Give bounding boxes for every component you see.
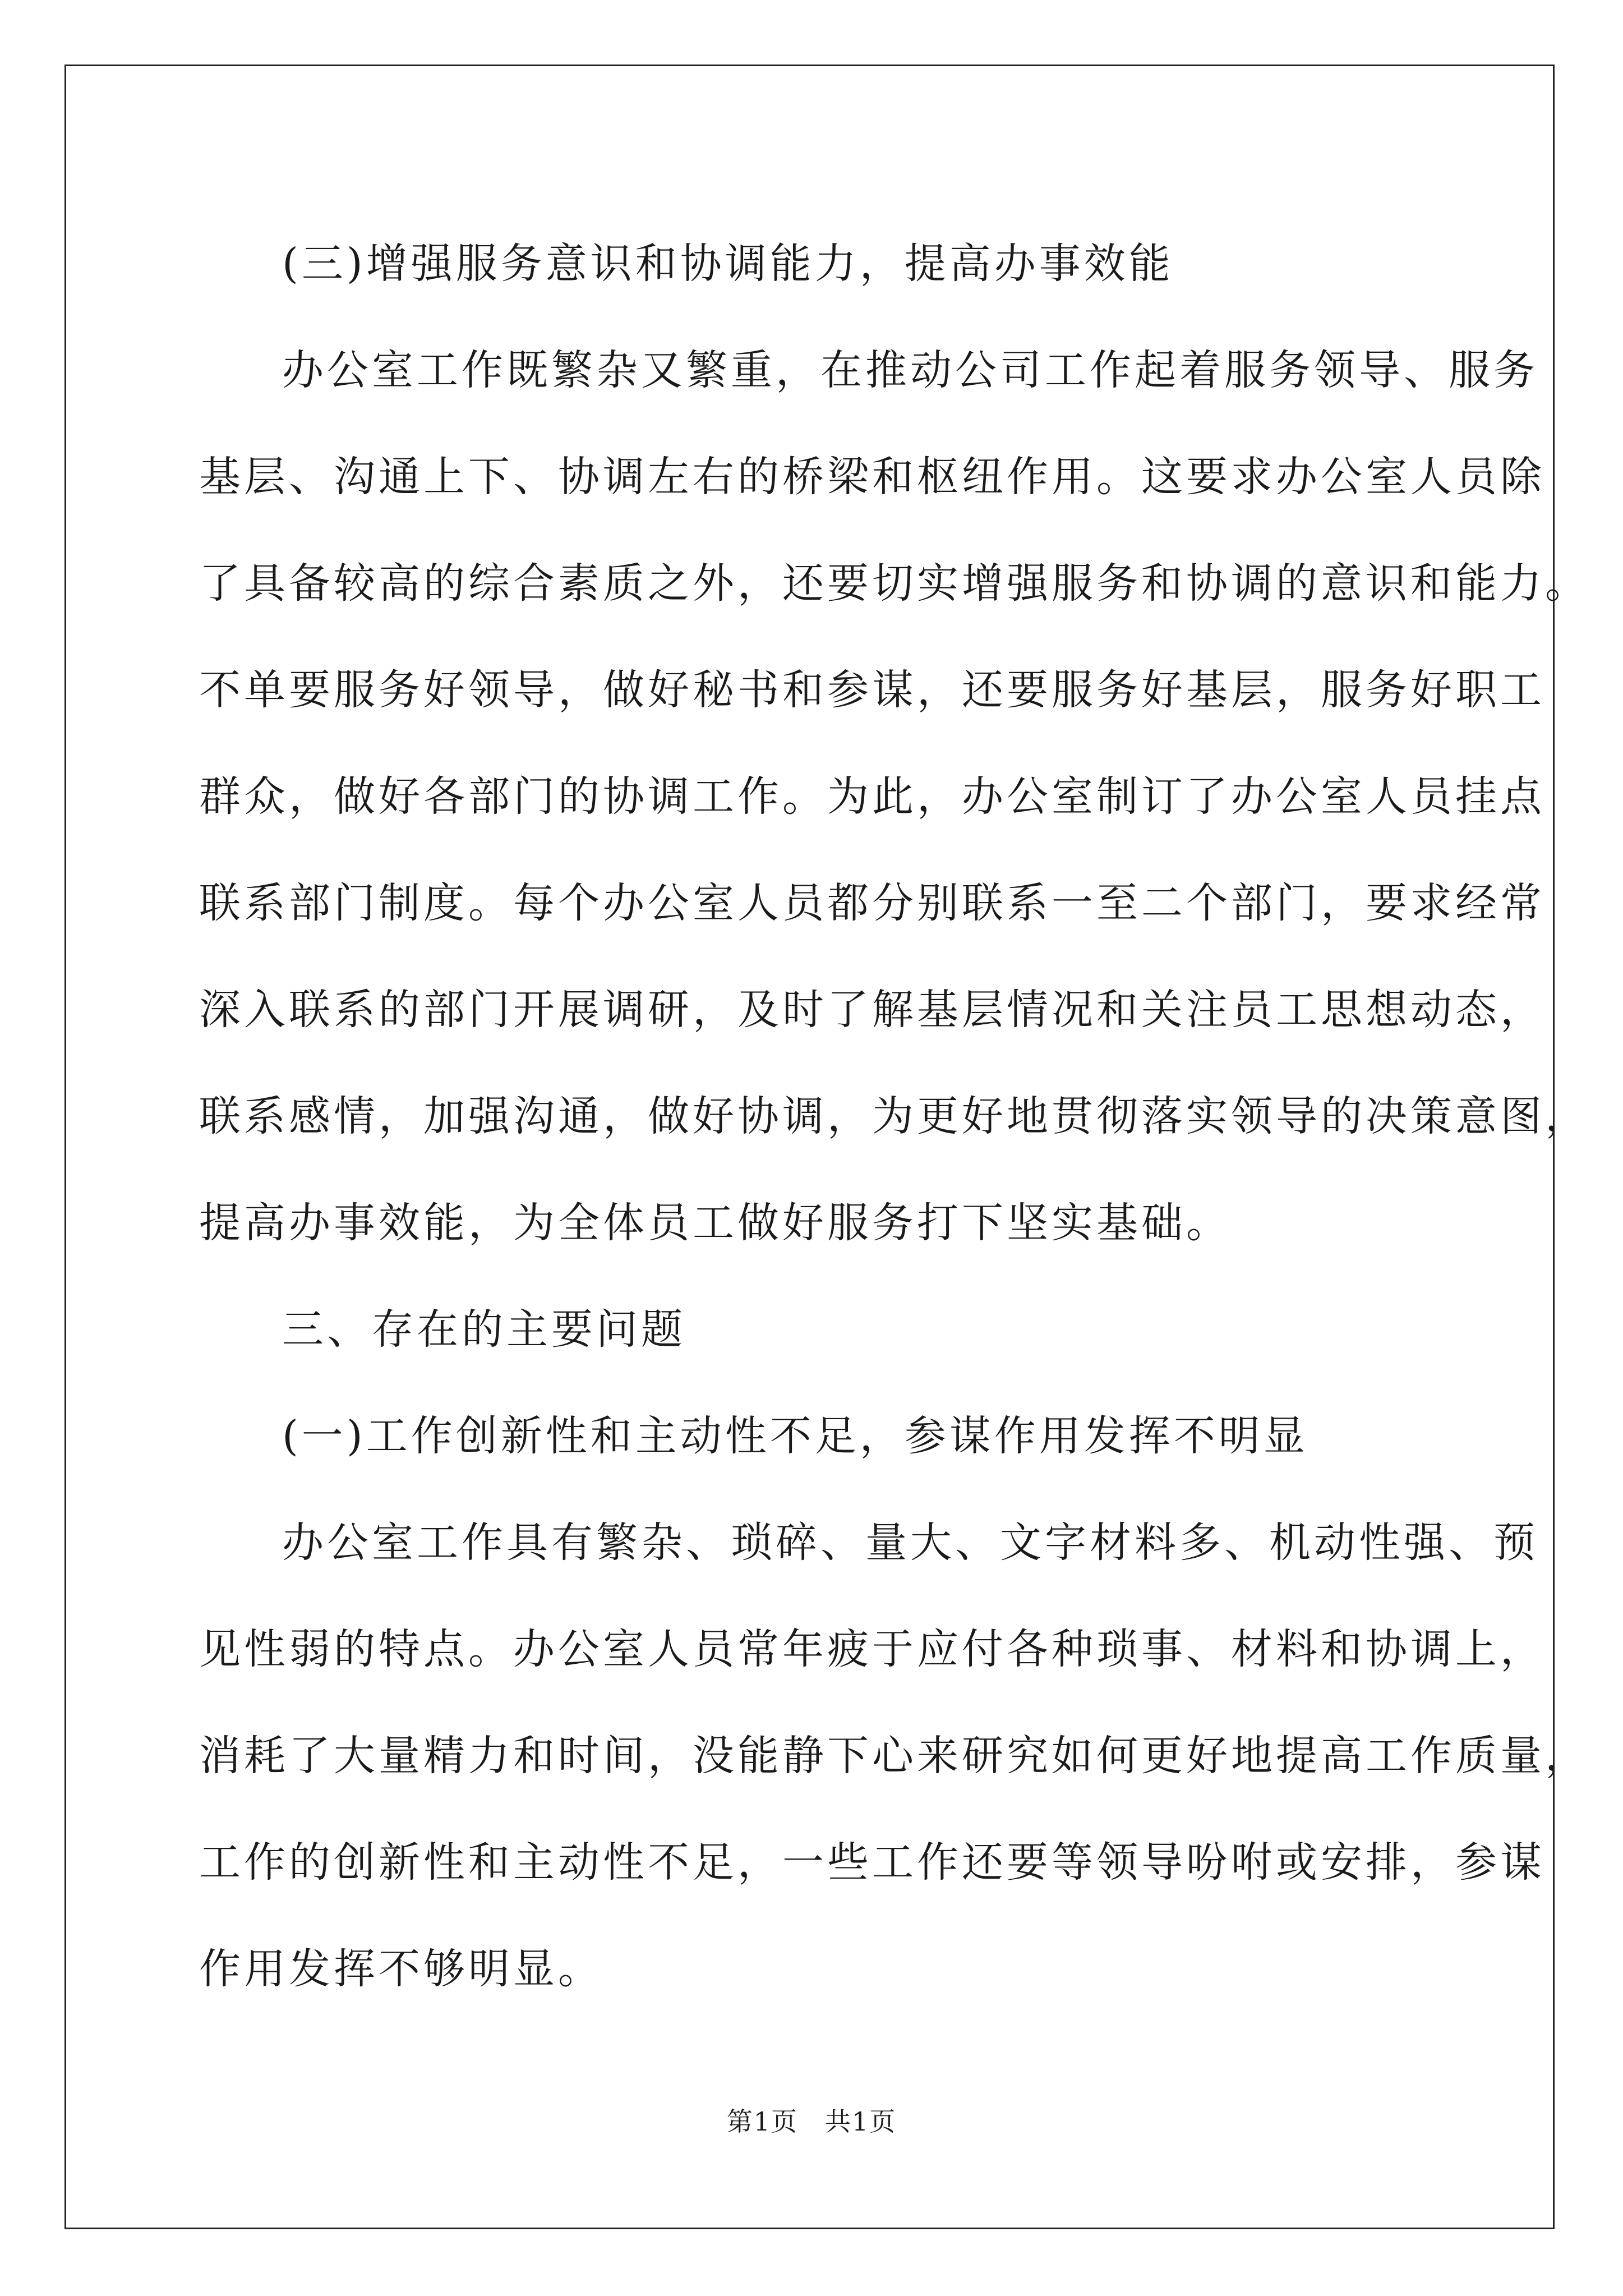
page-number-footer: 第1页 共1页	[726, 2106, 897, 2137]
paragraph-line: 办公室工作既繁杂又繁重，在推动公司工作起着服务领导、服务	[282, 346, 1538, 394]
paragraph-line: 联系部门制度。每个办公室人员都分别联系一至二个部门，要求经常	[199, 879, 1545, 927]
section-heading: 三、存在的主要问题	[282, 1305, 686, 1354]
paragraph-line: 了具备较高的综合素质之外，还要切实增强服务和协调的意识和能力。	[199, 559, 1590, 608]
paragraph-line: 消耗了大量精力和时间，没能静下心来研究如何更好地提高工作质量，	[199, 1732, 1590, 1780]
paragraph-line: 群众，做好各部门的协调工作。为此，办公室制订了办公室人员挂点	[199, 772, 1545, 821]
section-heading: (三)增强服务意识和协调能力，提高办事效能	[282, 240, 1174, 288]
paragraph-line: 工作的创新性和主动性不足，一些工作还要等领导吩咐或安排，参谋	[199, 1838, 1545, 1887]
document-body	[199, 210, 1590, 2022]
paragraph-line: 作用发挥不够明显。	[199, 1945, 603, 1993]
paragraph-line: 见性弱的特点。办公室人员常年疲于应付各种琐事、材料和协调上，	[199, 1625, 1545, 1673]
subsection-heading: (一)工作创新性和主动性不足，参谋作用发挥不明显	[282, 1412, 1308, 1460]
paragraph-line: 联系感情，加强沟通，做好协调，为更好地贯彻落实领导的决策意图，	[199, 1092, 1590, 1140]
paragraph-line: 办公室工作具有繁杂、琐碎、量大、文字材料多、机动性强、预	[282, 1519, 1538, 1567]
paragraph-line: 深入联系的部门开展调研，及时了解基层情况和关注员工思想动态，	[199, 986, 1545, 1034]
paragraph-line: 基层、沟通上下、协调左右的桥梁和枢纽作用。这要求办公室人员除	[199, 453, 1545, 501]
paragraph-line: 提高办事效能，为全体员工做好服务打下坚实基础。	[199, 1199, 1231, 1247]
paragraph-line: 不单要服务好领导，做好秘书和参谋，还要服务好基层，服务好职工	[199, 666, 1545, 714]
